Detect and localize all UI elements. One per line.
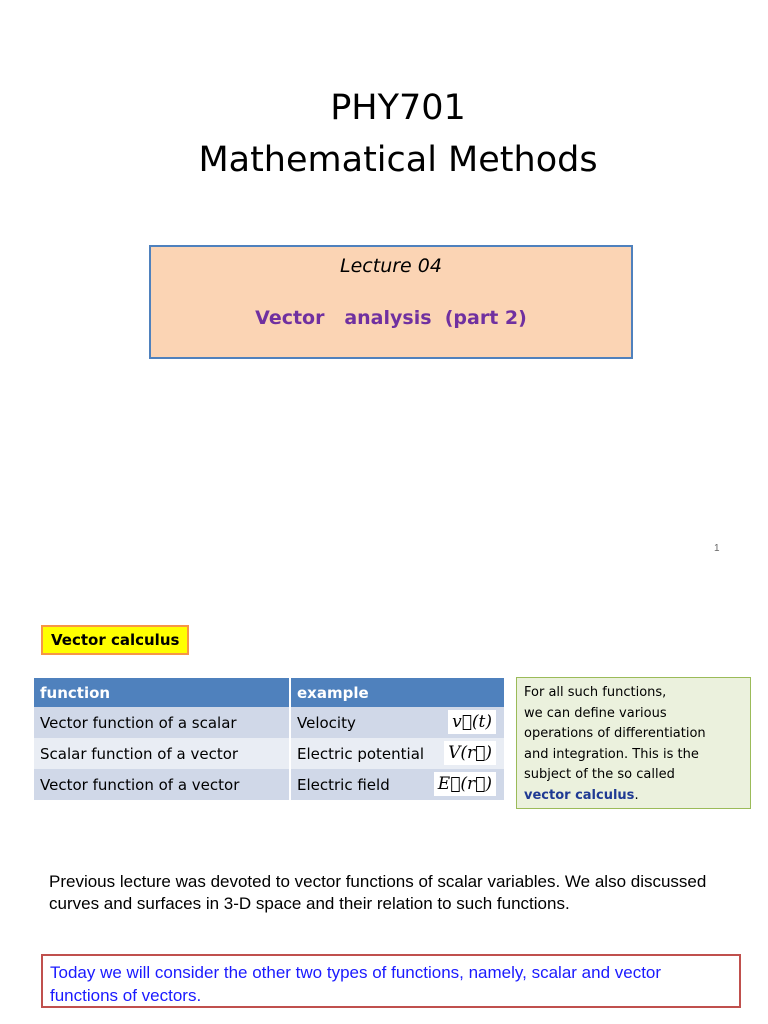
note-line: subject of the so called [524,767,675,782]
lecture-number: Lecture 04 [340,255,442,277]
header-example: example [290,678,505,707]
table-row [34,769,505,800]
header-function: function [34,678,290,707]
note-line: we can define various [524,705,667,721]
note-line: For all such functions, [524,685,667,700]
formula: V(r⃗) [444,741,496,765]
note-keyword: vector calculus [524,787,635,803]
page-number: 1 [714,543,720,554]
title-course-name: Mathematical Methods [198,140,598,180]
cell-function: Vector function of a vector [34,769,290,800]
example-text: Velocity [297,713,356,732]
formula: v⃗(t) [448,710,496,734]
slide-2 [0,570,768,1024]
example-text: Electric field [297,775,390,794]
previous-lecture-text: Previous lecture was devoted to vector functions of scalar variables. We also discussed curves and surfaces in 3-D space and their relation to such functions. [49,872,707,913]
today-text: Today we will consider the other two types of functions, namely, scalar and vector functions of vectors. [50,963,662,1005]
table-row [34,707,505,738]
cell-example [290,769,505,800]
title-course-code: PHY701 [330,88,466,128]
section-label: Vector calculus [41,625,189,655]
example-text: Electric potential [297,744,425,763]
lecture-subtitle: Vector analysis (part 2) [255,307,527,329]
cell-example [290,707,505,738]
note-box [516,677,751,809]
function-table [34,678,506,800]
note-line [524,786,743,807]
cell-function: Vector function of a scalar [34,707,290,738]
note-end: . [634,787,639,803]
cell-function: Scalar function of a vector [34,738,290,769]
today-box [41,954,741,1008]
table-header-row [34,678,505,707]
note-line: operations of differentiation [524,726,706,741]
slide-title [0,82,768,186]
table-row [34,738,505,769]
lecture-box [149,245,633,359]
note-line: and integration. This is the [524,746,699,762]
cell-example [290,738,505,769]
formula: E⃗(r⃗) [434,772,496,796]
